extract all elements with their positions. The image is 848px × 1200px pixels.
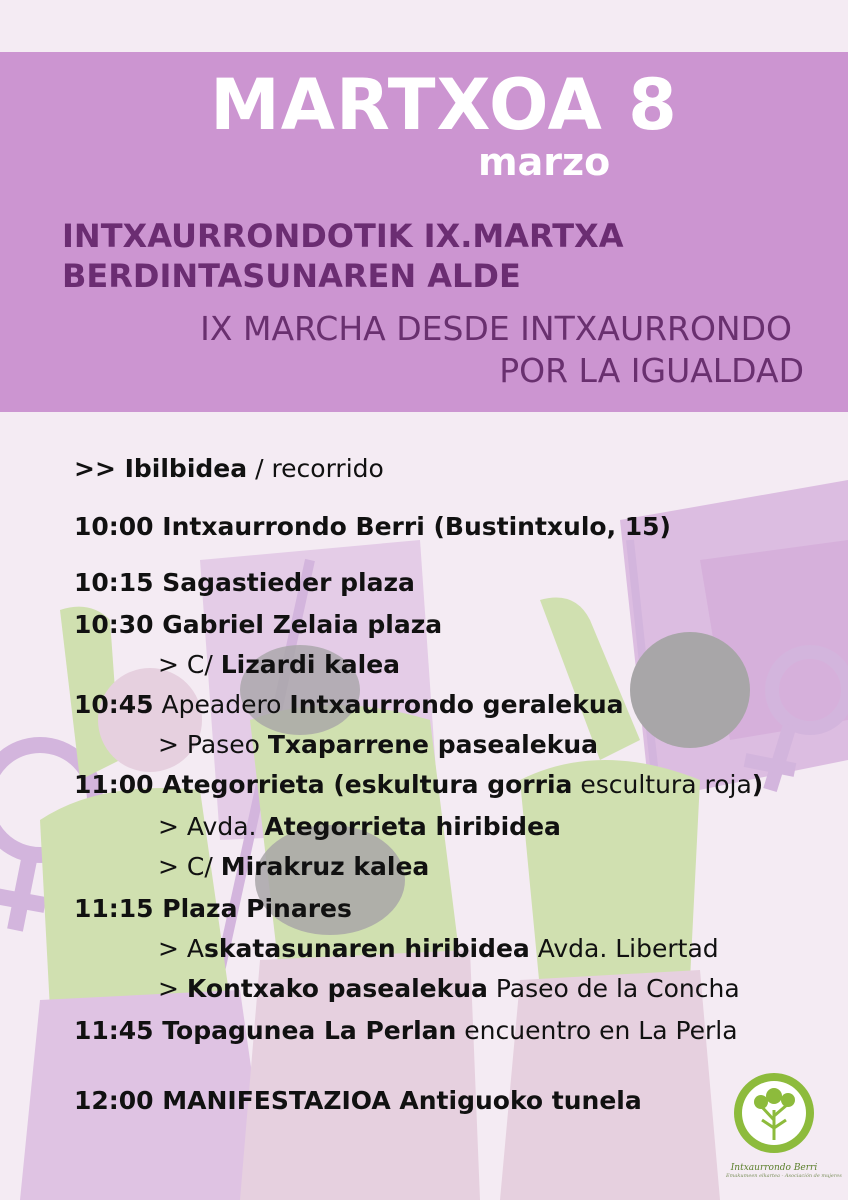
route-stop-text: Plaza Pinares [153,894,352,923]
route-stop-text: Paseo de la Concha [487,974,740,1003]
route-stop-time: 11:45 [74,1016,154,1045]
route-stop [74,772,763,797]
route-stop-text: Apeadero [153,690,290,719]
route-stop [74,1018,738,1043]
route-stop-text: ) [751,770,764,799]
route-stop-text: Mirakruz kalea [220,852,430,881]
route-stop-text: MANIFESTAZIOA Antiguoko tunela [153,1086,642,1115]
route-stop [74,612,442,637]
route-stop [158,732,598,757]
route-stop-time: 12:00 [74,1086,154,1115]
route-heading [74,456,384,481]
page-title: MARTXOA 8 [210,64,678,146]
route-stop-text: > Avda. [158,812,265,841]
logo-tagline: Emakumeen elkartea - Asociación de mujeres [726,1173,842,1179]
route-stop-time: 10:00 [74,512,154,541]
route-stop-text: Txaparrene pasealekua [267,730,599,759]
route-stop-time: 11:00 [74,770,154,799]
route-stop-text: Intxaurrondo geralekua [289,690,624,719]
route-stop [158,854,429,879]
route-stop [74,896,352,921]
route-stop-text: escultura roja [572,770,752,799]
route-heading-bold: >> Ibilbidea [74,454,248,483]
route-stop [158,652,400,677]
route-stop-text: > C/ [158,650,221,679]
route-stop-text: Ategorrieta (eskultura gorria [153,770,573,799]
spanish-title-line-1: IX MARCHA DESDE INTXAURRONDO [200,309,792,348]
route-stop-text: > [158,974,187,1003]
route-stop-text: > C/ [158,852,221,881]
route-stop [74,514,671,539]
basque-title-line-2: BERDINTASUNAREN ALDE [62,257,521,295]
route-stop-text: Topagunea La Perlan [153,1016,457,1045]
tree-logo-icon [731,1070,817,1156]
route-stop-text: encuentro en La Perla [456,1016,738,1045]
logo-name: Intxaurrondo Berri [730,1163,818,1173]
route-stop-text: Sagastieder plaza [153,568,415,597]
route-stop [74,570,415,595]
route-stop [158,936,719,961]
route-stop-text: Avda. Libertad [529,934,719,963]
route-stop-text: Ategorrieta hiribidea [264,812,561,841]
route-stop [158,976,740,1001]
route-stop-text: Lizardi kalea [220,650,401,679]
spanish-title-line-2: POR LA IGUALDAD [499,351,804,390]
route-stop-time: 11:15 [74,894,154,923]
route-stop [158,814,561,839]
route-stop-time: 10:30 [74,610,154,639]
route-stop-time: 10:45 [74,690,154,719]
route-stop [74,1088,642,1113]
route-stop-time: 10:15 [74,568,154,597]
route-stop [74,692,624,717]
route-stop-text: Intxaurrondo Berri (Bustintxulo, 15) [153,512,671,541]
route-stop-text: Kontxako pasealekua [186,974,488,1003]
page-subtitle: marzo [478,140,611,184]
route-stop-text: skatasunaren hiribidea [204,934,530,963]
route-heading-rest: / recorrido [247,454,384,483]
route-stop-text: > Paseo [158,730,268,759]
route-stop-text: > A [158,934,204,963]
intxaurrondo-berri-logo [726,1070,842,1179]
basque-title-line-1: INTXAURRONDOTIK IX.MARTXA [62,217,624,255]
route-stop-text: Gabriel Zelaia plaza [153,610,443,639]
